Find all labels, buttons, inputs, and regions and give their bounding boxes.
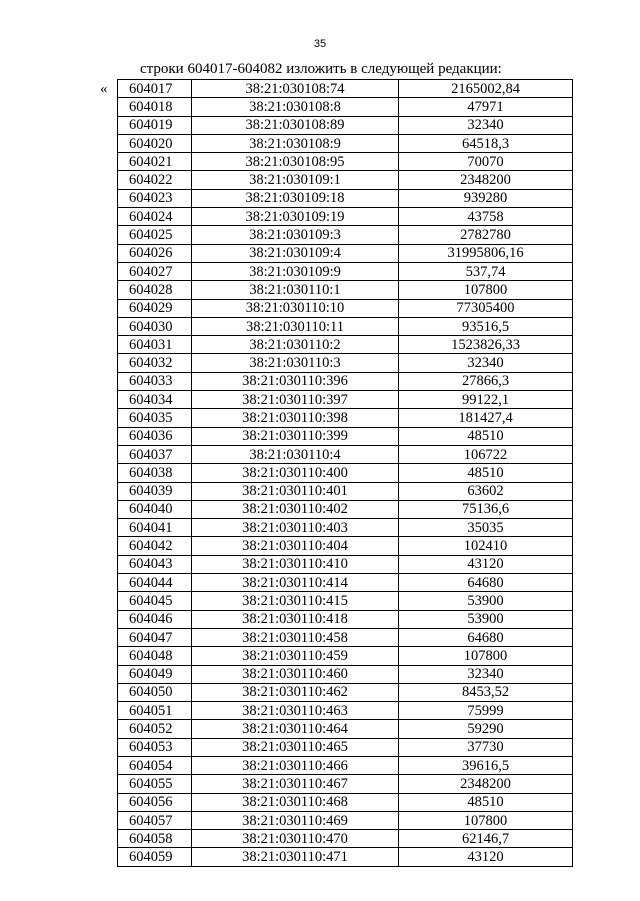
row-number-cell: 604053 xyxy=(118,738,192,756)
table-row xyxy=(118,500,573,518)
table-row xyxy=(118,592,573,610)
row-number-cell: 604018 xyxy=(118,98,192,116)
row-number-cell: 604020 xyxy=(118,134,192,152)
row-number-cell: 604030 xyxy=(118,317,192,335)
table-row xyxy=(118,665,573,683)
table-row xyxy=(118,537,573,555)
cadastral-number-cell: 38:21:030110:459 xyxy=(192,647,399,665)
cadastral-value-cell: 181427,4 xyxy=(399,409,573,427)
cadastral-number-cell: 38:21:030110:469 xyxy=(192,811,399,829)
cadastral-number-cell: 38:21:030110:11 xyxy=(192,317,399,335)
cadastral-number-cell: 38:21:030108:89 xyxy=(192,116,399,134)
table-row xyxy=(118,244,573,262)
cadastral-value-cell: 75136,6 xyxy=(399,500,573,518)
cadastral-value-cell: 70070 xyxy=(399,153,573,171)
cadastral-value-cell: 2348200 xyxy=(399,775,573,793)
cadastral-number-cell: 38:21:030110:3 xyxy=(192,354,399,372)
cadastral-value-cell: 1523826,33 xyxy=(399,336,573,354)
cadastral-number-cell: 38:21:030109:9 xyxy=(192,262,399,280)
row-number-cell: 604044 xyxy=(118,574,192,592)
table-row xyxy=(118,702,573,720)
cadastral-value-cell: 64680 xyxy=(399,574,573,592)
table-row xyxy=(118,738,573,756)
table-row xyxy=(118,226,573,244)
row-number-cell: 604045 xyxy=(118,592,192,610)
table-row xyxy=(118,574,573,592)
row-number-cell: 604056 xyxy=(118,793,192,811)
cadastral-value-cell: 62146,7 xyxy=(399,830,573,848)
table-row xyxy=(118,299,573,317)
page-number: 35 xyxy=(313,38,327,50)
table-row xyxy=(118,281,573,299)
cadastral-number-cell: 38:21:030109:19 xyxy=(192,208,399,226)
table-row xyxy=(118,519,573,537)
table-row xyxy=(118,720,573,738)
row-number-cell: 604027 xyxy=(118,262,192,280)
table-row xyxy=(118,80,573,98)
cadastral-number-cell: 38:21:030110:403 xyxy=(192,519,399,537)
row-number-cell: 604052 xyxy=(118,720,192,738)
table-row xyxy=(118,189,573,207)
cadastral-number-cell: 38:21:030108:8 xyxy=(192,98,399,116)
amendment-intro-text: строки 604017-604082 изложить в следующей редакции: xyxy=(140,61,502,77)
cadastral-value-cell: 43120 xyxy=(399,555,573,573)
cadastral-value-cell: 48510 xyxy=(399,427,573,445)
cadastral-number-cell: 38:21:030110:401 xyxy=(192,482,399,500)
cadastral-value-cell: 47971 xyxy=(399,98,573,116)
cadastral-number-cell: 38:21:030110:398 xyxy=(192,409,399,427)
cadastral-value-cell: 107800 xyxy=(399,281,573,299)
cadastral-number-cell: 38:21:030110:463 xyxy=(192,702,399,720)
cadastral-value-cell: 537,74 xyxy=(399,262,573,280)
cadastral-number-cell: 38:21:030110:468 xyxy=(192,793,399,811)
cadastral-value-cell: 75999 xyxy=(399,702,573,720)
row-number-cell: 604048 xyxy=(118,647,192,665)
cadastral-number-cell: 38:21:030110:410 xyxy=(192,555,399,573)
cadastral-number-cell: 38:21:030110:402 xyxy=(192,500,399,518)
row-number-cell: 604039 xyxy=(118,482,192,500)
cadastral-value-cell: 31995806,16 xyxy=(399,244,573,262)
row-number-cell: 604040 xyxy=(118,500,192,518)
row-number-cell: 604017 xyxy=(118,80,192,98)
table-row xyxy=(118,262,573,280)
table-row xyxy=(118,482,573,500)
cadastral-value-cell: 107800 xyxy=(399,811,573,829)
row-number-cell: 604024 xyxy=(118,208,192,226)
table-row xyxy=(118,409,573,427)
row-number-cell: 604059 xyxy=(118,848,192,866)
row-number-cell: 604058 xyxy=(118,830,192,848)
cadastral-number-cell: 38:21:030110:414 xyxy=(192,574,399,592)
table-row xyxy=(118,811,573,829)
table-row xyxy=(118,354,573,372)
row-number-cell: 604057 xyxy=(118,811,192,829)
table-row xyxy=(118,756,573,774)
table-row xyxy=(118,372,573,390)
cadastral-number-cell: 38:21:030108:9 xyxy=(192,134,399,152)
row-number-cell: 604028 xyxy=(118,281,192,299)
cadastral-number-cell: 38:21:030110:404 xyxy=(192,537,399,555)
cadastral-value-cell: 77305400 xyxy=(399,299,573,317)
row-number-cell: 604054 xyxy=(118,756,192,774)
row-number-cell: 604043 xyxy=(118,555,192,573)
cadastral-number-cell: 38:21:030110:396 xyxy=(192,372,399,390)
table-row xyxy=(118,98,573,116)
cadastral-number-cell: 38:21:030108:74 xyxy=(192,80,399,98)
cadastral-number-cell: 38:21:030110:467 xyxy=(192,775,399,793)
table-row xyxy=(118,336,573,354)
row-number-cell: 604031 xyxy=(118,336,192,354)
table-row xyxy=(118,555,573,573)
row-number-cell: 604050 xyxy=(118,683,192,701)
cadastral-value-cell: 39616,5 xyxy=(399,756,573,774)
row-number-cell: 604021 xyxy=(118,153,192,171)
row-number-cell: 604042 xyxy=(118,537,192,555)
cadastral-number-cell: 38:21:030110:465 xyxy=(192,738,399,756)
cadastral-value-cell: 102410 xyxy=(399,537,573,555)
table-row xyxy=(118,647,573,665)
cadastral-value-cell: 53900 xyxy=(399,592,573,610)
cadastral-number-cell: 38:21:030110:466 xyxy=(192,756,399,774)
cadastral-value-cell: 2348200 xyxy=(399,171,573,189)
cadastral-number-cell: 38:21:030110:397 xyxy=(192,391,399,409)
row-number-cell: 604033 xyxy=(118,372,192,390)
cadastral-value-cell: 32340 xyxy=(399,665,573,683)
cadastral-number-cell: 38:21:030110:400 xyxy=(192,464,399,482)
table-row xyxy=(118,775,573,793)
table-row xyxy=(118,208,573,226)
row-number-cell: 604022 xyxy=(118,171,192,189)
row-number-cell: 604051 xyxy=(118,702,192,720)
cadastral-value-cell: 63602 xyxy=(399,482,573,500)
cadastral-number-cell: 38:21:030110:471 xyxy=(192,848,399,866)
cadastral-number-cell: 38:21:030110:10 xyxy=(192,299,399,317)
cadastral-number-cell: 38:21:030108:95 xyxy=(192,153,399,171)
cadastral-value-cell: 64518,3 xyxy=(399,134,573,152)
cadastral-value-table xyxy=(117,79,573,867)
cadastral-value-cell: 43758 xyxy=(399,208,573,226)
cadastral-value-cell: 107800 xyxy=(399,647,573,665)
cadastral-value-cell: 93516,5 xyxy=(399,317,573,335)
row-number-cell: 604037 xyxy=(118,445,192,463)
row-number-cell: 604049 xyxy=(118,665,192,683)
cadastral-value-cell: 2782780 xyxy=(399,226,573,244)
row-number-cell: 604036 xyxy=(118,427,192,445)
row-number-cell: 604047 xyxy=(118,628,192,646)
row-number-cell: 604041 xyxy=(118,519,192,537)
table-row xyxy=(118,830,573,848)
table-row xyxy=(118,153,573,171)
table-row xyxy=(118,793,573,811)
table-row xyxy=(118,610,573,628)
cadastral-value-cell: 939280 xyxy=(399,189,573,207)
table-row xyxy=(118,427,573,445)
table-row xyxy=(118,683,573,701)
cadastral-value-cell: 35035 xyxy=(399,519,573,537)
cadastral-number-cell: 38:21:030110:399 xyxy=(192,427,399,445)
table-row xyxy=(118,391,573,409)
table-row xyxy=(118,848,573,866)
cadastral-number-cell: 38:21:030109:3 xyxy=(192,226,399,244)
row-number-cell: 604034 xyxy=(118,391,192,409)
cadastral-value-cell: 37730 xyxy=(399,738,573,756)
table-body xyxy=(118,80,573,867)
cadastral-value-cell: 59290 xyxy=(399,720,573,738)
row-number-cell: 604032 xyxy=(118,354,192,372)
cadastral-number-cell: 38:21:030110:2 xyxy=(192,336,399,354)
cadastral-number-cell: 38:21:030110:418 xyxy=(192,610,399,628)
cadastral-number-cell: 38:21:030110:464 xyxy=(192,720,399,738)
cadastral-number-cell: 38:21:030110:458 xyxy=(192,628,399,646)
cadastral-value-cell: 48510 xyxy=(399,464,573,482)
opening-quote-mark: « xyxy=(100,81,108,97)
cadastral-value-cell: 48510 xyxy=(399,793,573,811)
cadastral-value-cell: 8453,52 xyxy=(399,683,573,701)
table-row xyxy=(118,171,573,189)
row-number-cell: 604023 xyxy=(118,189,192,207)
cadastral-value-cell: 64680 xyxy=(399,628,573,646)
cadastral-value-cell: 43120 xyxy=(399,848,573,866)
table-row xyxy=(118,317,573,335)
row-number-cell: 604029 xyxy=(118,299,192,317)
cadastral-number-cell: 38:21:030109:1 xyxy=(192,171,399,189)
row-number-cell: 604035 xyxy=(118,409,192,427)
cadastral-number-cell: 38:21:030110:470 xyxy=(192,830,399,848)
row-number-cell: 604046 xyxy=(118,610,192,628)
cadastral-value-cell: 2165002,84 xyxy=(399,80,573,98)
cadastral-number-cell: 38:21:030110:4 xyxy=(192,445,399,463)
cadastral-number-cell: 38:21:030110:462 xyxy=(192,683,399,701)
row-number-cell: 604026 xyxy=(118,244,192,262)
cadastral-number-cell: 38:21:030109:18 xyxy=(192,189,399,207)
cadastral-number-cell: 38:21:030110:415 xyxy=(192,592,399,610)
cadastral-number-cell: 38:21:030110:460 xyxy=(192,665,399,683)
cadastral-value-cell: 99122,1 xyxy=(399,391,573,409)
cadastral-value-cell: 32340 xyxy=(399,116,573,134)
cadastral-number-cell: 38:21:030109:4 xyxy=(192,244,399,262)
row-number-cell: 604055 xyxy=(118,775,192,793)
row-number-cell: 604025 xyxy=(118,226,192,244)
table-row xyxy=(118,445,573,463)
cadastral-value-cell: 32340 xyxy=(399,354,573,372)
row-number-cell: 604038 xyxy=(118,464,192,482)
cadastral-value-cell: 106722 xyxy=(399,445,573,463)
table-row xyxy=(118,628,573,646)
table-row xyxy=(118,134,573,152)
table-row xyxy=(118,464,573,482)
cadastral-value-cell: 27866,3 xyxy=(399,372,573,390)
table-row xyxy=(118,116,573,134)
cadastral-value-cell: 53900 xyxy=(399,610,573,628)
cadastral-number-cell: 38:21:030110:1 xyxy=(192,281,399,299)
row-number-cell: 604019 xyxy=(118,116,192,134)
